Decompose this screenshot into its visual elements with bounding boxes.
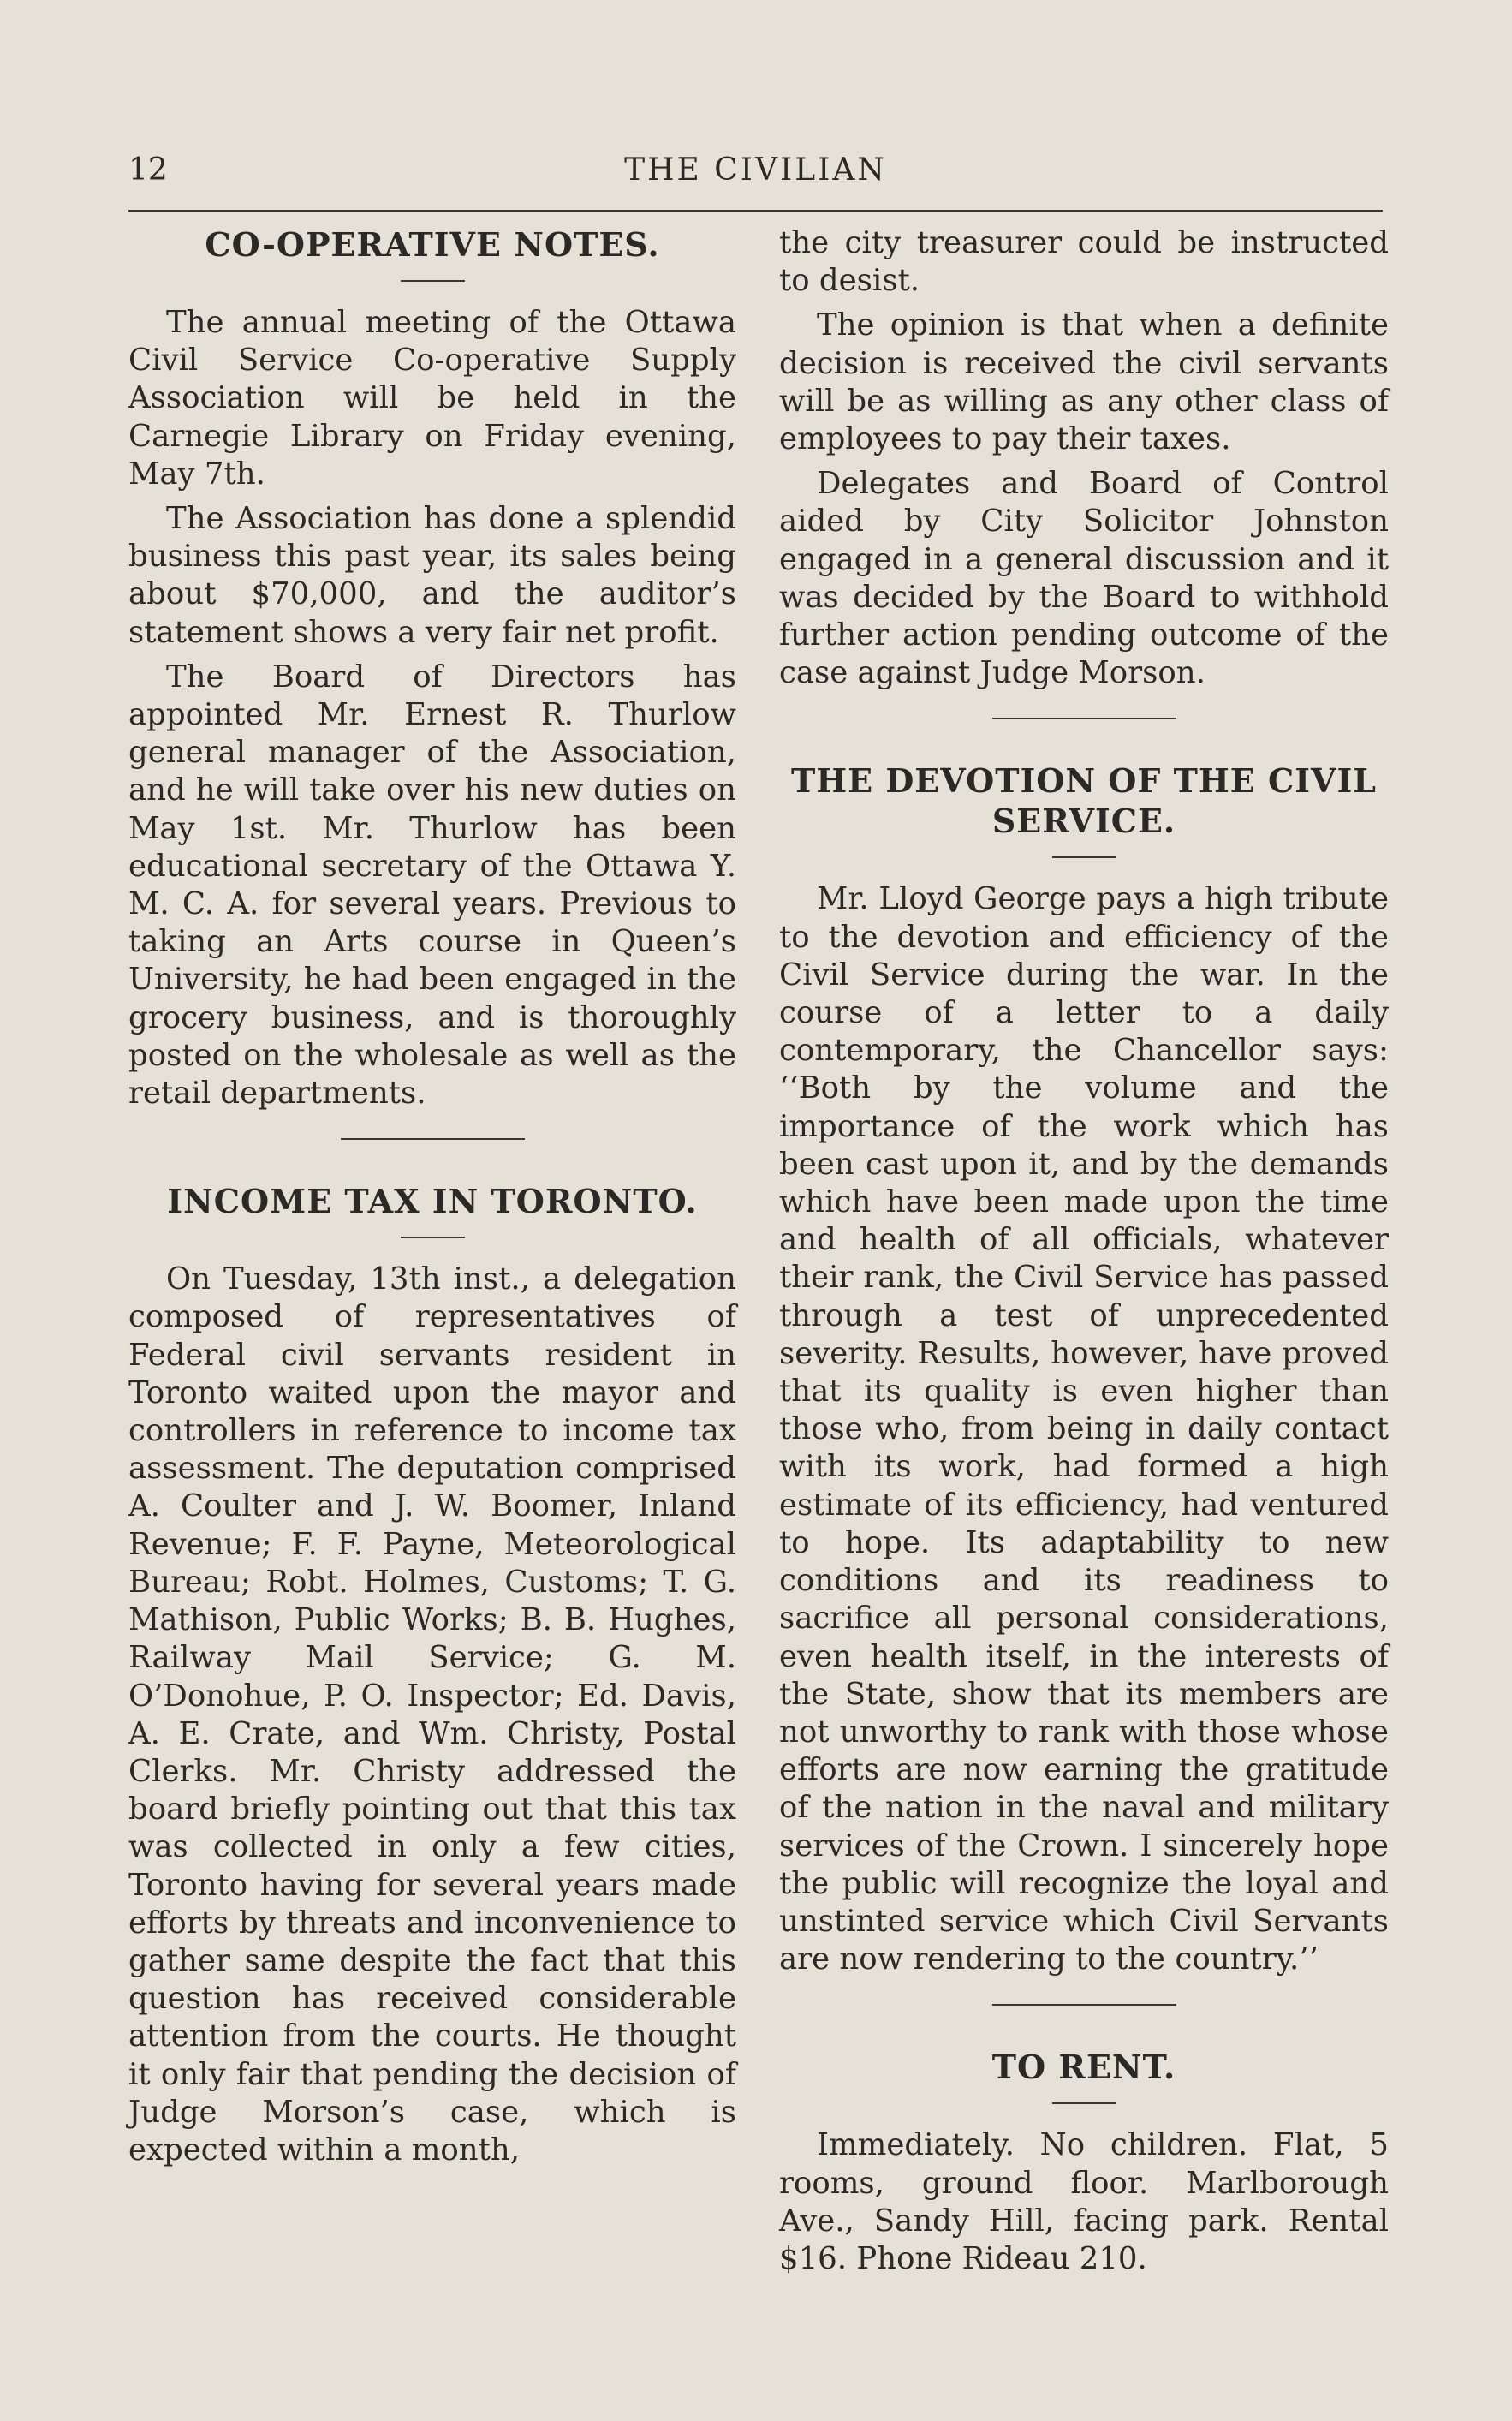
left-column bbox=[128, 224, 736, 2169]
section-divider bbox=[992, 718, 1176, 719]
article-paragraph: the city treasurer could be instructed to desist. bbox=[779, 225, 1389, 299]
title-divider bbox=[401, 1237, 465, 1238]
header-rule bbox=[128, 210, 1383, 212]
publication-title: THE CIVILIAN bbox=[624, 152, 887, 188]
title-divider bbox=[1052, 2102, 1116, 2104]
page-number: 12 bbox=[128, 152, 168, 188]
section-divider bbox=[992, 2004, 1176, 2006]
article-paragraph: Immediately. No children. Flat, 5 rooms, ground floor. Marlborough Ave., Sandy Hill, facing park. Rental $16. Phone Rideau 210. bbox=[779, 2127, 1389, 2276]
article-title: CO-OPERATIVE NOTES. bbox=[205, 225, 660, 264]
article-paragraph: The Association has done a splendid business this past year, its sales being about $70,000, and the auditor’s statement shows a very fair net profit. bbox=[128, 501, 736, 650]
article-to-rent bbox=[779, 2047, 1389, 2278]
article-title: THE DEVOTION OF THE CIVIL SERVICE. bbox=[790, 761, 1377, 841]
article-paragraph: The annual meeting of the Ottawa Civil Service Co-operative Supply Association will be held in the Carnegie Library on Friday evening, May 7th. bbox=[128, 305, 736, 492]
article-title: TO RENT. bbox=[991, 2048, 1176, 2087]
title-divider bbox=[401, 280, 465, 282]
article-income-tax bbox=[128, 1181, 736, 2169]
article-paragraph: Mr. Lloyd George pays a high tribute to the devotion and efficiency of the Civil Service during the war. In the course of a letter to a daily contemporary, the Chancellor says: ‘‘Both by the volume and the importance of the work which has been cast upon it, and by the demands which have been made upon the time and health of all officials, whatever their rank, the Civil Service has passed through a test of unprecedented severity. Results, however, have proved that its quality is even higher than those who, from being in daily contact with its work, had formed a high estimate of its efficiency, had ventured to hope. Its adaptability to new conditions and its readiness to sacrifice all personal considerations, even health itself, in the interests of the State, show that its members are not unworthy to rank with those whose efforts are now earning the gratitude of the nation in the naval and military services of the Crown. I sincerely hope the public will recognize the loyal and unstinted service which Civil Servants are now rendering to the country.’’ bbox=[779, 881, 1389, 1977]
article-paragraph: On Tuesday, 13th inst., a delegation composed of representatives of Federal civil servants resident in Toronto waited upon the mayor and controllers in reference to income tax assessment. The deputation comprised A. Coulter and J. W. Boomer, Inland Revenue; F. F. Payne, Meteorological Bureau; Robt. Holmes, Customs; T. G. Mathison, Public Works; B. B. Hughes, Railway Mail Service; G. M. O’Donohue, P. O. Inspector; Ed. Davis, A. E. Crate, and Wm. Christy, Postal Clerks. Mr. Christy addressed the board briefly pointing out that this tax was collected in only a few cities, Toronto having for several years made efforts by threats and inconvenience to gather same despite the fact that this question has received considerable attention from the courts. He thought it only fair that pending the decision of Judge Morson’s case, which is expected within a month, bbox=[128, 1261, 736, 2168]
article-paragraph: Delegates and Board of Control aided by City Solicitor Johnston engaged in a general discussion and it was decided by the Board to withhold further action pending outcome of the case against Judge Morson. bbox=[779, 466, 1389, 691]
article-income-tax-continued bbox=[779, 224, 1389, 692]
article-title: INCOME TAX IN TORONTO. bbox=[167, 1182, 698, 1221]
page-header bbox=[128, 152, 1383, 195]
article-paragraph: The Board of Directors has appointed Mr. Ernest R. Thurlow general manager of the Association, and he will take over his new duties on May 1st. Mr. Thurlow has been educational secretary of the Ottawa Y. M. C. A. for several years. Previous to taking an Arts course in Queen’s University, he had been engaged in the grocery business, and is thoroughly posted on the wholesale as well as the retail departments. bbox=[128, 659, 736, 1112]
right-column bbox=[779, 224, 1389, 2278]
article-devotion bbox=[779, 760, 1389, 1978]
section-divider bbox=[341, 1138, 525, 1140]
title-divider bbox=[1052, 856, 1116, 858]
article-paragraph: The opinion is that when a definite decision is received the civil servants will be as willing as any other class of employees to pay their taxes. bbox=[779, 307, 1389, 457]
article-cooperative-notes bbox=[128, 224, 736, 1112]
